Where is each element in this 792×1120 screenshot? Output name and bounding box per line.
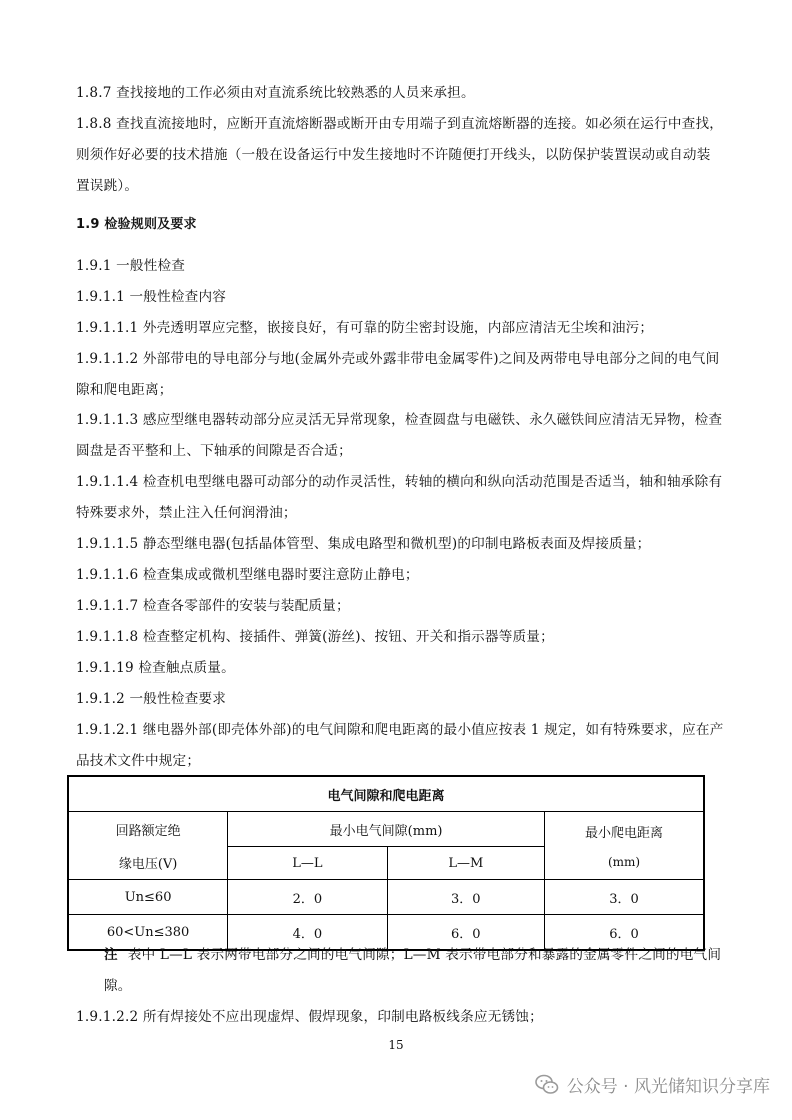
page-number: 15 (388, 1038, 404, 1052)
clearance-table (67, 775, 705, 951)
paragraph-1-9-1-2-2: 1.9.1.2.2 所有焊接处不应出现虚焊、假焊现象，印制电路板线条应无锈蚀； (76, 1009, 543, 1025)
header-voltage (68, 812, 228, 880)
paragraph-1-9-1-1-3: 1.9.1.1.3 感应型继电器转动部分应灵活无异常现象，检查圆盘与电磁铁、永久磁铁间应清洁无异物，检查圆盘是否平整和上、下轴承的间隙是否合适； (76, 412, 723, 459)
table-title: 电气间隙和爬电距离 (68, 776, 704, 812)
header-voltage-line1: 回路额定绝 (115, 823, 181, 839)
watermark-text: 公众号 · 风光储知识分享库 (566, 1077, 770, 1097)
paragraph-1-9-1-1: 1.9.1.1 一般性检查内容 (76, 289, 227, 305)
header-clearance: 最小电气间隙(mm) (228, 812, 545, 847)
paragraph-1-9-1-1-4: 1.9.1.1.4 检查机电型继电器可动部分的动作灵活性，转轴的横向和纵向活动范围是否适当，轴和轴承除有特殊要求外，禁止注入任何润滑油； (76, 474, 723, 521)
table-note (104, 940, 724, 1002)
watermark (535, 1072, 770, 1097)
note-text: 表中 L—L 表示两带电部分之间的电气间隙；L—M 表示带电部分和暴露的金属零件之间的电气间隙。 (104, 947, 722, 994)
paragraph-1-9-1-19: 1.9.1.19 检查触点质量。 (76, 660, 235, 676)
header-ll: L—L (228, 847, 387, 880)
cell-ll: 2．0 (228, 880, 387, 915)
header-creepage-line2: (mm) (607, 855, 641, 869)
paragraph-1-9-1-1-7: 1.9.1.1.7 检查各零部件的安装与装配质量； (76, 598, 350, 614)
paragraph-1-9-1-1-1: 1.9.1.1.1 外壳透明罩应完整，嵌接良好，有可靠的防尘密封设施，内部应清洁无尘埃和油污； (76, 320, 654, 336)
cell-voltage: 60<Un≤380 (68, 915, 228, 951)
section-heading-1-9: 1.9 检验规则及要求 (76, 217, 197, 232)
cell-ll: 4．0 (228, 915, 387, 951)
header-voltage-line2: 缘电压(V) (118, 856, 178, 872)
cell-voltage: Un≤60 (68, 880, 228, 915)
header-creepage-line1: 最小爬电距离 (584, 826, 663, 841)
header-lm: L—M (387, 847, 544, 880)
note-label: 注 (104, 947, 118, 963)
header-creepage (545, 812, 705, 880)
cell-creep: 6．0 (545, 915, 705, 951)
wechat-icon (535, 1074, 559, 1096)
paragraph-1-9-1-2-1: 1.9.1.2.1 继电器外部(即壳体外部)的电气间隙和爬电距离的最小值应按表 1 规定，如有特殊要求，应在产品技术文件中规定； (76, 722, 724, 769)
paragraph-1-9-1-1-5: 1.9.1.1.5 静态型继电器(包括晶体管型、集成电路型和微机型)的印制电路板表面及焊接质量； (76, 536, 651, 552)
cell-creep: 3．0 (545, 880, 705, 915)
table-row (68, 880, 704, 915)
paragraph-1-8-8: 1.8.8 查找直流接地时，应断开直流熔断器或断开由专用端子到直流熔断器的连接。如必须在运行中查找，则须作好必要的技术措施（一般在设备运行中发生接地时不许随便打开线头，以防保护装置误动或自动装置误跳）。 (76, 116, 724, 194)
paragraph-1-9-1-1-6: 1.9.1.1.6 检查集成或微机型继电器时要注意防止静电； (76, 567, 419, 583)
paragraph-1-8-7: 1.8.7 查找接地的工作必须由对直流系统比较熟悉的人员来承担。 (76, 85, 475, 101)
cell-lm: 3．0 (387, 880, 544, 915)
paragraph-1-9-1: 1.9.1 一般性检查 (76, 258, 186, 274)
cell-lm: 6．0 (387, 915, 544, 951)
paragraph-1-9-1-1-2: 1.9.1.1.2 外部带电的导电部分与地(金属外壳或外露非带电金属零件)之间及两带电导电部分之间的电气间隙和爬电距离； (76, 351, 720, 398)
paragraph-1-9-1-2: 1.9.1.2 一般性检查要求 (76, 691, 227, 707)
paragraph-1-9-1-1-8: 1.9.1.1.8 检查整定机构、接插件、弹簧(游丝)、按钮、开关和指示器等质量； (76, 629, 554, 645)
